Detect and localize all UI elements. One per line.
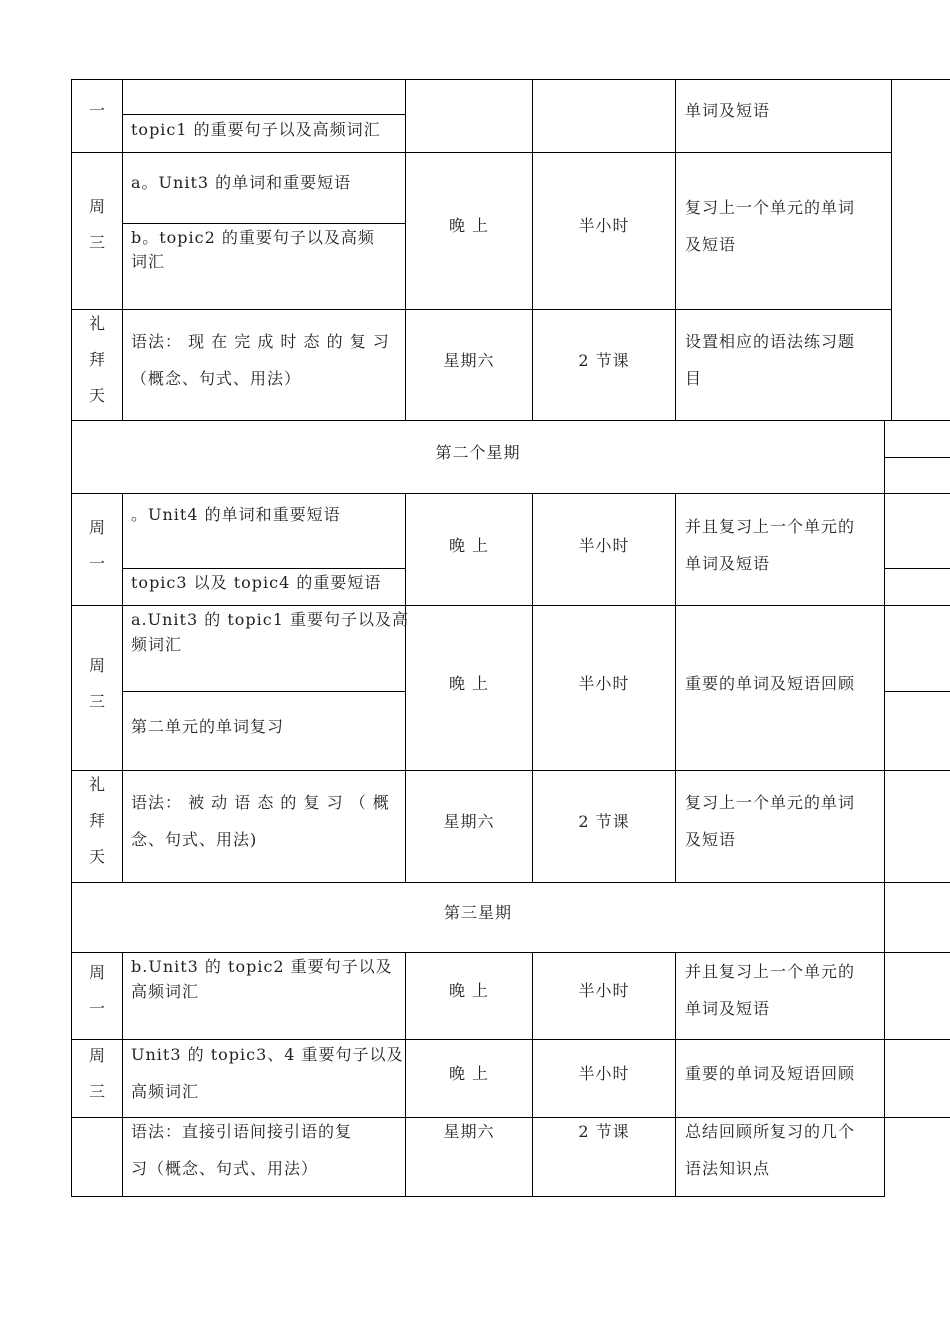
- row7-time: 晚 上: [448, 981, 490, 1000]
- row5-note: 重要的单词及短语回顾: [685, 674, 856, 693]
- row9-note-line1: 总结回顾所复习的几个: [685, 1122, 856, 1141]
- row7-note-line2: 单词及短语: [685, 999, 771, 1018]
- row7-note-line1: 并且复习上一个单元的: [685, 962, 856, 981]
- week2-heading: 第二个星期: [435, 443, 521, 462]
- row7-content-line2: 高频词汇: [131, 982, 200, 1001]
- row4-note-line1: 并且复习上一个单元的: [685, 517, 856, 536]
- row5-content-b: 第二单元的单词复习: [131, 717, 285, 736]
- row2-note-line2: 及短语: [685, 235, 737, 254]
- row9-time: 星期六: [443, 1122, 495, 1141]
- row2-content-b2: 词汇: [131, 252, 166, 271]
- row3-content-line2: （概念、句式、用法）: [131, 369, 302, 388]
- day-label-mon: 周 一: [88, 518, 105, 573]
- day-label-wed: 周 三: [88, 656, 105, 711]
- row6-duration: 2 节课: [578, 812, 630, 831]
- row4-time: 晚 上: [448, 536, 490, 555]
- row5-time: 晚 上: [448, 674, 490, 693]
- day-label-wed: 周 三: [88, 197, 105, 252]
- row6-time: 星期六: [443, 812, 495, 831]
- row4-duration: 半小时: [578, 536, 630, 555]
- row4-content-a: 。Unit4 的单词和重要短语: [131, 505, 341, 524]
- day-label-sun: 礼 拜 天: [88, 314, 105, 405]
- row4-note-line2: 单词及短语: [685, 554, 771, 573]
- row3-content-line1: 语法： 现 在 完 成 时 态 的 复 习: [131, 332, 390, 351]
- row6-note-line2: 及短语: [685, 830, 737, 849]
- row8-duration: 半小时: [578, 1064, 630, 1083]
- row9-duration: 2 节课: [578, 1122, 630, 1141]
- row6-note-line1: 复习上一个单元的单词: [685, 793, 856, 812]
- day-label-sun: 礼 拜 天: [88, 775, 105, 866]
- week3-heading: 第三星期: [443, 903, 512, 922]
- row9-content-line2: 习（概念、句式、用法）: [131, 1159, 319, 1178]
- row8-content-line1: Unit3 的 topic3、4 重要句子以及: [131, 1045, 404, 1064]
- day-label-mon-fragment: 一: [88, 101, 105, 120]
- row2-time: 晚 上: [448, 216, 490, 235]
- day-label-wed: 周 三: [88, 1046, 105, 1101]
- row9-content-line1: 语法：直接引语间接引语的复: [131, 1122, 353, 1141]
- row2-content-a: a。Unit3 的单词和重要短语: [131, 173, 352, 192]
- row3-note-line2: 目: [685, 369, 703, 388]
- row3-time: 星期六: [443, 351, 495, 370]
- row1-content: topic1 的重要句子以及高频词汇: [131, 120, 381, 139]
- row3-note-line1: 设置相应的语法练习题: [685, 332, 856, 351]
- row2-duration: 半小时: [578, 216, 630, 235]
- row8-time: 晚 上: [448, 1064, 490, 1083]
- row5-content-a2: 频词汇: [131, 635, 183, 654]
- row8-content-line2: 高频词汇: [131, 1082, 200, 1101]
- row3-duration: 2 节课: [578, 351, 630, 370]
- row5-content-a1: a.Unit3 的 topic1 重要句子以及高: [131, 610, 409, 629]
- row5-duration: 半小时: [578, 674, 630, 693]
- row2-note-line1: 复习上一个单元的单词: [685, 198, 856, 217]
- row1-note: 单词及短语: [685, 101, 771, 120]
- row7-content-line1: b.Unit3 的 topic2 重要句子以及: [131, 957, 393, 976]
- row2-content-b1: b。topic2 的重要句子以及高频: [131, 228, 375, 247]
- row4-content-b: topic3 以及 topic4 的重要短语: [131, 573, 382, 592]
- row8-note: 重要的单词及短语回顾: [685, 1064, 856, 1083]
- row7-duration: 半小时: [578, 981, 630, 1000]
- row6-content-line1: 语法： 被 动 语 态 的 复 习 （ 概: [131, 793, 390, 812]
- day-label-mon: 周 一: [88, 963, 105, 1018]
- row9-note-line2: 语法知识点: [685, 1159, 771, 1178]
- row6-content-line2: 念、句式、用法): [131, 830, 258, 849]
